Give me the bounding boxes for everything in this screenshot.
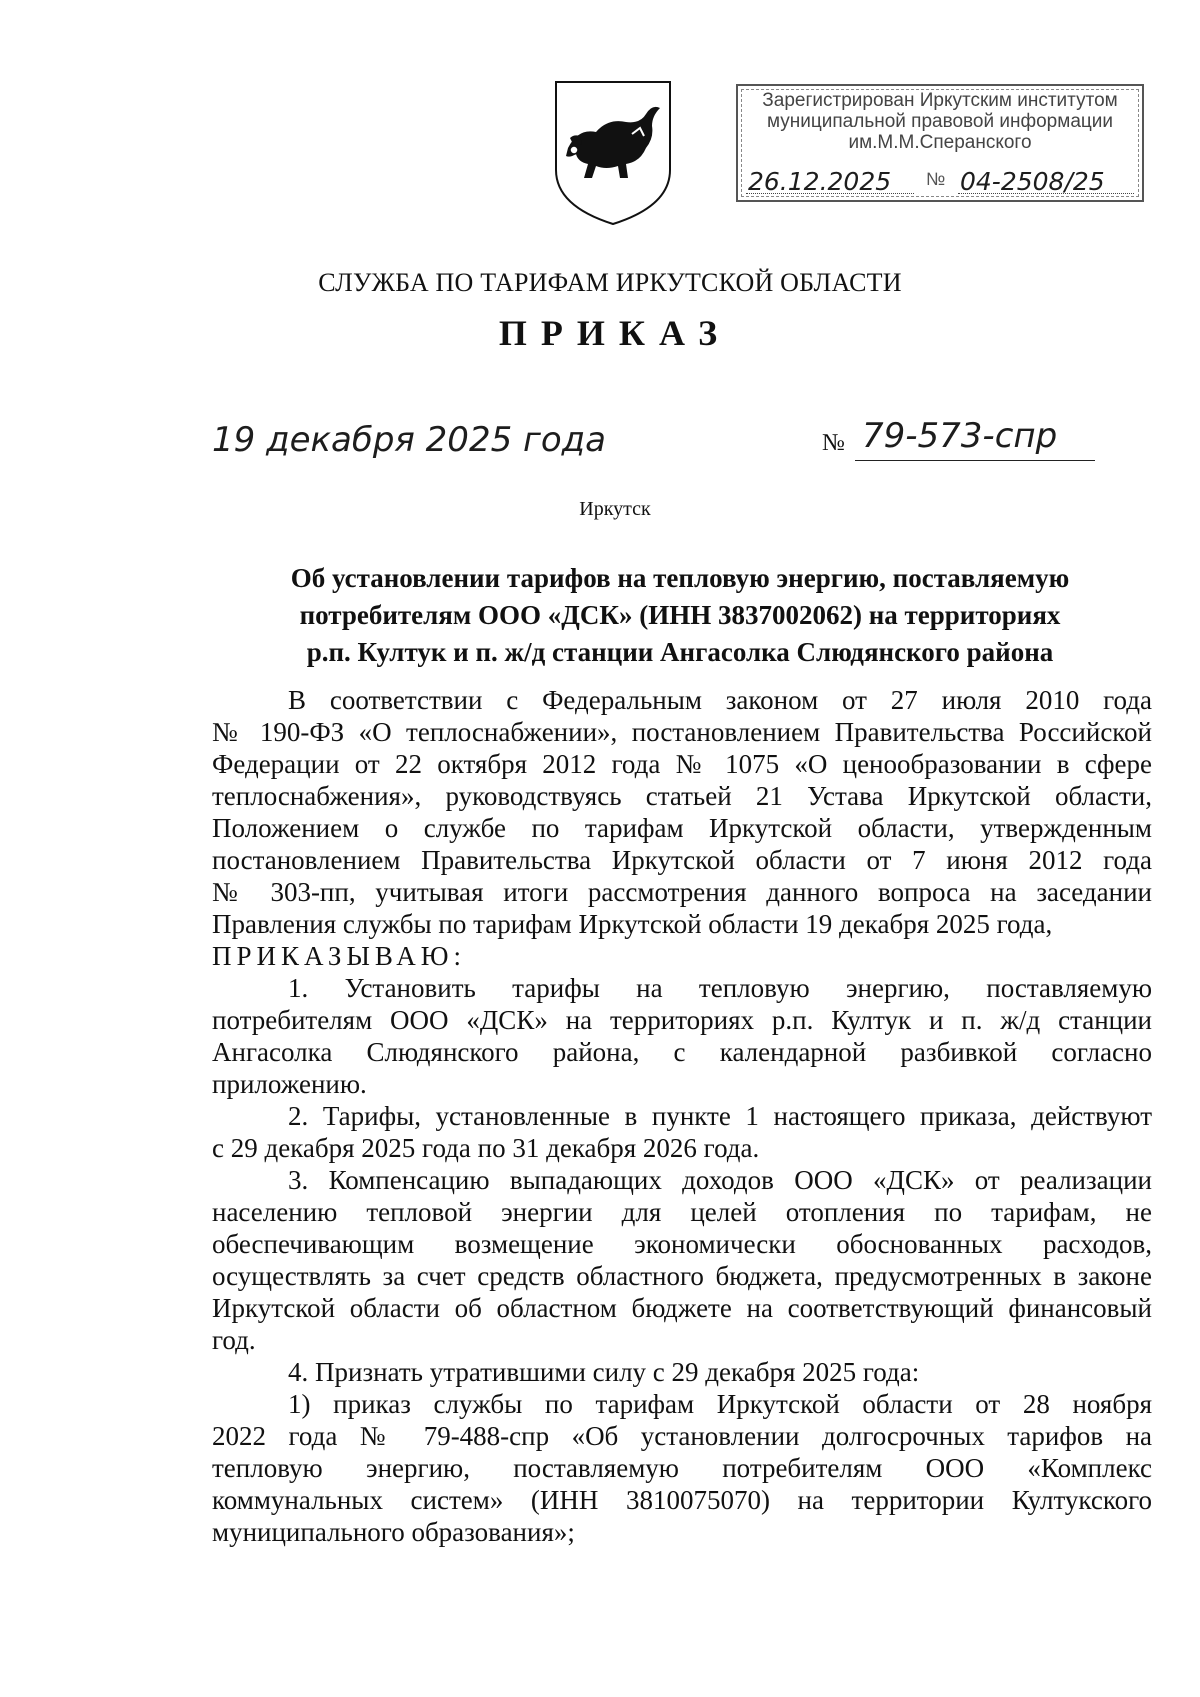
- preamble-line: № 303-пп, учитывая итоги рассмотрения данного вопроса на заседании: [212, 877, 1152, 907]
- stamp-number-handwritten: 04-2508/25: [960, 167, 1105, 196]
- document-type-title: ПРИКАЗ: [498, 313, 732, 353]
- stamp-line-1: Зарегистрирован Иркутским институтом: [762, 90, 1118, 111]
- stamp-registration-row: [746, 164, 1134, 194]
- stamp-date-line: [746, 193, 914, 194]
- subject-line: Об установлении тарифов на тепловую энергию, поставляемую: [290, 563, 1070, 593]
- order-date-handwritten: 19 декабря 2025 года: [212, 420, 607, 460]
- agency-name: СЛУЖБА ПО ТАРИФАМ ИРКУТСКОЙ ОБЛАСТИ: [318, 268, 902, 297]
- stamp-line-3: им.М.М.Сперанского: [848, 132, 1032, 153]
- preamble-line: № 190-ФЗ «О теплоснабжении», постановлением Правительства Российской: [212, 717, 1152, 747]
- order-number-handwritten: 79-573-спр: [862, 416, 1058, 456]
- item-4-1-line: 2022 года № 79-488-спр «Об установлении долгосрочных тарифов на: [212, 1421, 1152, 1451]
- item-4-line: 4. Признать утратившими силу с 29 декабря 2025 года:: [288, 1357, 920, 1387]
- prikazyvayu-heading: ПРИКАЗЫВАЮ:: [212, 941, 466, 971]
- item-3-line: Иркутской области об областном бюджете на соответствующий финансовый: [212, 1293, 1152, 1323]
- coat-of-arms-emblem: [548, 78, 678, 228]
- order-body: [212, 684, 1152, 1548]
- item-4-1-line: муниципального образования»;: [212, 1517, 575, 1547]
- item-2-line: 2. Тарифы, установленные в пункте 1 настоящего приказа, действуют: [288, 1101, 1152, 1131]
- item-4-1-line: тепловую энергию, поставляемую потребителям ООО «Комплекс: [212, 1453, 1152, 1483]
- order-subject-heading: [240, 560, 1120, 671]
- item-3-line: год.: [212, 1325, 256, 1355]
- stamp-line-2: муниципальной правовой информации: [767, 111, 1113, 132]
- preamble-line: теплоснабжения», руководствуясь статьей 21 Устава Иркутской области,: [212, 781, 1152, 811]
- stamp-number-line: [958, 193, 1134, 194]
- preamble-line: Правления службы по тарифам Иркутской области 19 декабря 2025 года,: [212, 909, 1053, 939]
- order-number-label: №: [822, 430, 845, 456]
- subject-line: потребителям ООО «ДСК» (ИНН 3837002062) на территориях: [299, 600, 1061, 630]
- item-1-line: Ангасолка Слюдянского района, с календарной разбивкой согласно: [212, 1037, 1152, 1067]
- preamble-line: Положением о службе по тарифам Иркутской области, утвержденным: [212, 813, 1152, 843]
- item-4-1-line: 1) приказ службы по тарифам Иркутской области от 28 ноября: [288, 1389, 1152, 1419]
- preamble-line: Федерации от 22 октября 2012 года № 1075 «О ценообразовании в сфере: [212, 749, 1152, 779]
- item-1-line: приложению.: [212, 1069, 367, 1099]
- item-1-line: потребителям ООО «ДСК» на территориях р.п. Култук и п. ж/д станции: [212, 1005, 1152, 1035]
- subject-line: р.п. Култук и п. ж/д станции Ангасолка Слюдянского района: [306, 637, 1054, 667]
- item-2-line: с 29 декабря 2025 года по 31 декабря 2026 года.: [212, 1133, 760, 1163]
- item-3-line: населению тепловой энергии для целей отопления по тарифам, не: [212, 1197, 1152, 1227]
- item-3-line: осуществлять за счет средств областного бюджета, предусмотренных в законе: [212, 1261, 1152, 1291]
- item-4-1-line: коммунальных систем» (ИНН 3810075070) на территории Култукского: [212, 1485, 1152, 1515]
- preamble-line: В соответствии с Федеральным законом от 27 июля 2010 года: [288, 685, 1152, 715]
- item-1-line: 1. Установить тарифы на тепловую энергию, поставляемую: [288, 973, 1152, 1003]
- item-3-line: 3. Компенсацию выпадающих доходов ООО «ДСК» от реализации: [288, 1165, 1152, 1195]
- city-name: Иркутск: [579, 498, 651, 520]
- preamble-line: постановлением Правительства Иркутской области от 7 июня 2012 года: [212, 845, 1152, 875]
- registration-stamp: [736, 84, 1144, 202]
- stamp-date-handwritten: 26.12.2025: [748, 167, 892, 196]
- stamp-number-label: №: [926, 169, 946, 189]
- item-3-line: обеспечивающим возмещение экономически обоснованных расходов,: [212, 1229, 1152, 1259]
- order-number-underline: [855, 460, 1095, 461]
